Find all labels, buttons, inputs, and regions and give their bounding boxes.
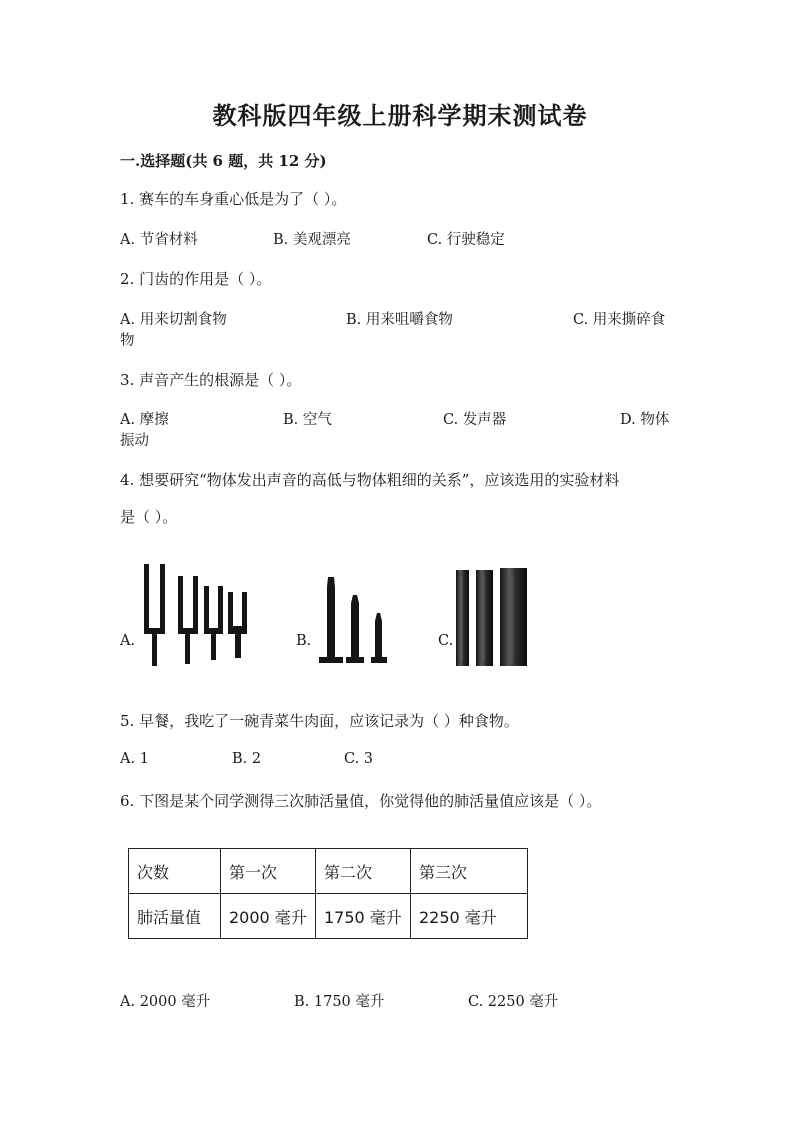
q6-option-c: C. 2250 毫升 [468, 994, 559, 1010]
question-2: 2. 门齿的作用是（ ）。 [120, 270, 272, 288]
table-cell: 1750 毫升 [316, 894, 411, 939]
q2-option-c-wrap: 物 [120, 333, 135, 349]
q2-option-b: B. 用来咀嚼食物 [346, 312, 453, 328]
q6-option-a: A. 2000 毫升 [120, 994, 211, 1010]
q3-option-c: C. 发声器 [443, 412, 507, 428]
question-5: 5. 早餐，我吃了一碗青菜牛肉面，应该记录为（ ）种食物。 [120, 712, 519, 730]
q6-option-b: B. 1750 毫升 [294, 994, 385, 1010]
q3-option-a: A. 摩擦 [120, 412, 169, 428]
q3-option-d: D. 物体 [620, 412, 670, 428]
q5-option-a: A. 1 [120, 751, 149, 767]
nails-image [314, 573, 394, 673]
question-4-line-1: 4. 想要研究“物体发出声音的高低与物体粗细的关系”，应该选用的实验材料 [120, 471, 620, 489]
q3-option-d-wrap: 振动 [120, 433, 149, 449]
table-cell: 次数 [129, 849, 221, 894]
table-cell: 肺活量值 [129, 894, 221, 939]
q5-option-c: C. 3 [344, 751, 374, 767]
table-cell: 2000 毫升 [221, 894, 316, 939]
q5-option-b: B. 2 [232, 751, 262, 767]
table-cell: 2250 毫升 [411, 894, 528, 939]
q2-option-c: C. 用来撕碎食 [573, 312, 666, 328]
question-1: 1. 赛车的车身重心低是为了（ ）。 [120, 190, 347, 208]
q2-option-a: A. 用来切割食物 [120, 312, 227, 328]
q1-option-b: B. 美观漂亮 [273, 232, 351, 248]
table-cell: 第一次 [221, 849, 316, 894]
q1-option-a: A. 节省材料 [120, 232, 198, 248]
tuning-forks-image [138, 562, 250, 672]
table-cell: 第三次 [411, 849, 528, 894]
q4-option-c: C. [438, 633, 454, 649]
section-heading: 一.选择题(共 6 题，共 12 分) [120, 152, 327, 170]
lung-capacity-table [128, 848, 528, 939]
page-title: 教科版四年级上册科学期末测试卷 [212, 101, 588, 130]
table-row [129, 894, 528, 939]
table-header-row [129, 849, 528, 894]
question-4-line-2: 是（ ）。 [120, 508, 178, 526]
question-3: 3. 声音产生的根源是（ ）。 [120, 371, 302, 389]
q1-option-c: C. 行驶稳定 [427, 232, 505, 248]
table-cell: 第二次 [316, 849, 411, 894]
metal-rods-image [454, 566, 530, 674]
q4-option-b: B. [296, 633, 312, 649]
question-6: 6. 下图是某个同学测得三次肺活量值，你觉得他的肺活量值应该是（ ）。 [120, 792, 602, 810]
q4-option-a: A. [120, 633, 136, 649]
q3-option-b: B. 空气 [283, 412, 332, 428]
